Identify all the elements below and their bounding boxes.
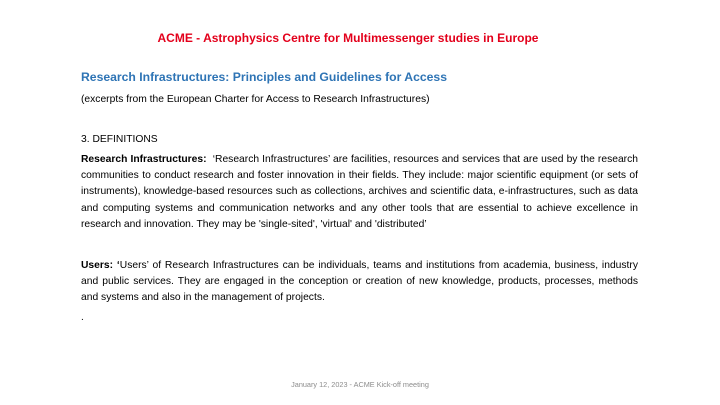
header-title: ACME - Astrophysics Centre for Multimessenger studies in Europe xyxy=(157,31,539,45)
definition-text: Users’ of Research Infrastructures can be individuals, teams and institutions from academia, business, industry and public services. They are engaged in the conception or creation of new knowledge, products, processes, methods and systems and also in the management of projects. xyxy=(81,260,638,304)
definition-text: ‘Research Infrastructures’ are facilities, resources and services that are used by the research communities to conduct research and foster innovation in their fields. They include: major scientific equipment (or sets of instruments), knowledge-based resources such as collections, archives and scientific data, e-infrastructures, such as data and computing systems and communication networks and any other tools that are essential to achieve excellence in research and innovation. They may be 'single-sited', 'virtual' and 'distributed’ xyxy=(81,154,638,230)
subtitle-rest-text: Principles and Guidelines for Access xyxy=(232,70,447,84)
footer: January 12, 2023 - ACME Kick-off meeting xyxy=(291,380,429,389)
definition-term: Research Infrastructures: xyxy=(81,154,207,165)
definition-term: Users: ‘ xyxy=(81,260,120,271)
subtitle-lead: Research Infrastructures: xyxy=(81,70,230,84)
definition-users xyxy=(81,258,638,307)
dot-marker: . xyxy=(81,312,84,323)
subtitle-rest xyxy=(233,70,447,84)
definition-research-infrastructures xyxy=(81,152,638,233)
excerpt-note: (excerpts from the European Charter for Access to Research Infrastructures) xyxy=(81,94,430,105)
section-heading: 3. DEFINITIONS xyxy=(81,134,158,145)
subtitle xyxy=(81,70,447,84)
